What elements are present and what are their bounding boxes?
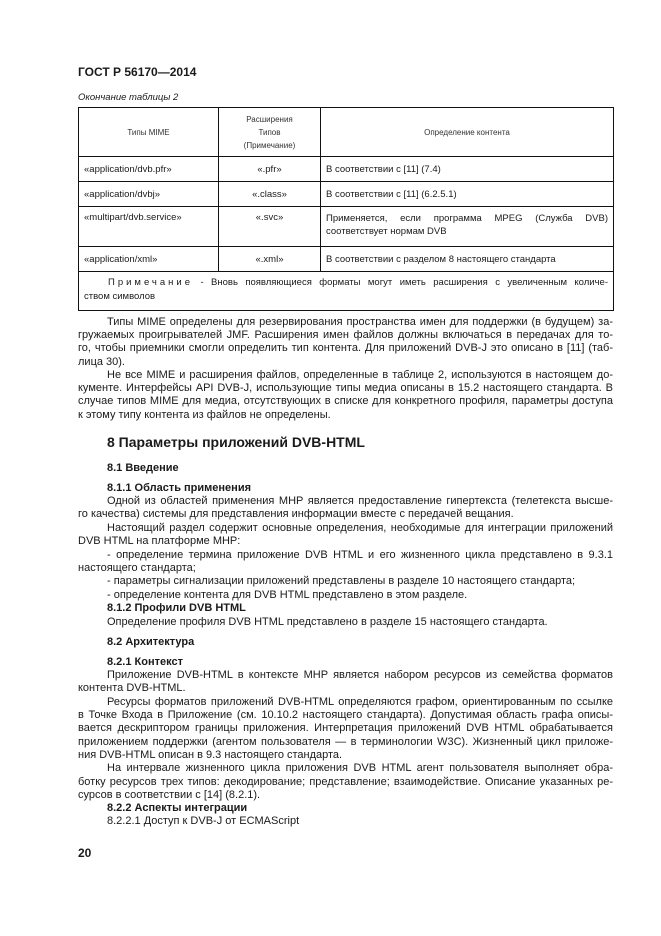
header-mime-types: Типы MIME [79, 108, 219, 157]
document-id: ГОСТ Р 56170—2014 [78, 65, 197, 79]
header-extensions [219, 108, 321, 157]
paragraph-line: - определение контента для DVB HTML представлено в этом разделе. [107, 589, 468, 601]
header-ext-line: (Примечание) [243, 140, 296, 150]
table-header-row [79, 108, 614, 157]
paragraph-line: к этому типу контента из файлов не определены. [78, 409, 331, 421]
extension-cell: «.pfr» [219, 157, 321, 182]
mime-type-cell: «application/dvb.pfr» [79, 157, 219, 182]
definition-cell: Применяется, если программа MPEG (Служба DVB) соответствует нормам DVB [321, 207, 614, 247]
table-row [79, 182, 614, 207]
definition-cell: В соответствии с разделом 8 настоящего стандарта [321, 247, 614, 272]
note-text: - Вновь появляющиеся форматы могут иметь расширения с увеличенным количе- [200, 277, 608, 288]
paragraph-line: случае типов MIME для медиа, отсутствующих в списке для конкретного профиля, параметры доступа [78, 395, 613, 407]
mime-type-cell: «application/dvbj» [79, 182, 219, 207]
paragraph-line: настоящего стандарта; [78, 562, 196, 574]
paragraph-line: ния DVB-HTML описан в 9.3 настоящего стандарта. [78, 749, 343, 761]
table-note [79, 272, 614, 311]
paragraph-line: Ресурсы форматов приложений DVB-HTML определяются графом, ориентированным по ссылке [107, 696, 613, 708]
mime-type-cell: «multipart/dvb.service» [79, 207, 219, 247]
table-row [79, 247, 614, 272]
extension-cell: «.class» [219, 182, 321, 207]
paragraph-line: На интервале жизненного цикла приложения DVB HTML агент пользователя выполняет обра- [107, 762, 613, 774]
paragraph-line: Не все MIME и расширения файлов, определенные в таблице 2, используются в настоящем до- [107, 369, 613, 381]
subsection-heading: 8.2 Архитектура [107, 636, 195, 648]
paragraph-line: контента DVB-HTML. [78, 682, 186, 694]
paragraph-line: Определение профиля DVB HTML представлено в разделе 15 настоящего стандарта. [107, 616, 548, 628]
paragraph-line: сурсов в соответствии с [14] (8.2.1). [78, 789, 261, 801]
paragraph-line: лица 30). [78, 356, 125, 368]
section-heading: 8 Параметры приложений DVB-HTML [107, 434, 365, 450]
table-note-row [79, 272, 614, 311]
paragraph-line: DVB HTML на платформе MHP: [78, 535, 241, 547]
paragraph-line: кументе. Интерфейсы API DVB-J, использующие типы медиа описаны в 15.2 настоящего стандарта. В [78, 382, 613, 394]
paragraph-line: гружаемых проигрывателей JMF. Расширения имен файлов должны включаться в передачах для то- [78, 329, 613, 341]
header-content-definition: Определение контента [321, 108, 614, 157]
paragraph-line: вается дескриптором границы приложения. Интерпретация приложений DVB HTML обрабатывается [78, 722, 613, 734]
paragraph-line: приложением поддержки (агентом пользователя — в терминологии W3C). Жизненный цикл приложе- [78, 736, 613, 748]
paragraph-line: в Точке Входа в Приложение (см. 10.10.2 настоящего стандарта). Допустимая область графа описы- [78, 709, 613, 721]
header-ext-line: Типов [258, 127, 281, 137]
extension-cell: «.svc» [219, 207, 321, 247]
paragraph-line: Настоящий раздел содержит основные определения, необходимые для интеграции приложений [107, 522, 613, 534]
paragraph-line: го качества) системы для представления информации вместе с передачей вещания. [78, 508, 514, 520]
definition-cell: В соответствии с [11] (6.2.5.1) [321, 182, 614, 207]
paragraph-line: 8.2.2.1 Доступ к DVB-J от ECMAScript [107, 815, 300, 827]
paragraph-line: - определение термина приложение DVB HTML и его жизненного цикла представлено в 9.3.1 [107, 549, 613, 561]
note-text-cont: ством символов [84, 291, 156, 302]
subsection-heading: 8.1.2 Профили DVB HTML [107, 602, 246, 614]
table-row [79, 207, 614, 247]
paragraph-line: Приложение DVB-HTML в контексте MHP является набором ресурсов из семейства форматов [107, 669, 613, 681]
paragraph-line: Одной из областей применения MHP является предоставление гипертекста (телетекста высше- [107, 495, 613, 507]
subsection-heading: 8.2.2 Аспекты интеграции [107, 802, 248, 814]
subsection-heading: 8.1.1 Область применения [107, 482, 251, 494]
subsection-heading: 8.2.1 Контекст [107, 656, 183, 668]
paragraph-line: ботку ресурсов трех типов: декодирование; представление; взаимодействие. Описание указанных ре- [78, 776, 613, 788]
note-label: Примечание [108, 277, 193, 288]
paragraph-line: - параметры сигнализации приложений представлены в разделе 10 настоящего стандарта; [107, 575, 576, 587]
paragraph-line: го, чтобы приемники смогли определить тип контента. Для приложений DVB-J это описано в [11] (таб- [78, 342, 613, 354]
table-caption: Окончание таблицы 2 [78, 92, 179, 103]
extension-cell: «.xml» [219, 247, 321, 272]
page-number: 20 [78, 846, 92, 860]
subsection-heading: 8.1 Введение [107, 462, 179, 474]
mime-type-cell: «application/xml» [79, 247, 219, 272]
mime-types-table [78, 107, 614, 311]
definition-cell: В соответствии с [11] (7.4) [321, 157, 614, 182]
header-ext-line: Расширения [246, 114, 293, 124]
table-row [79, 157, 614, 182]
paragraph-line: Типы MIME определены для резервирования пространства имен для поддержки (в будущем) за- [107, 316, 613, 328]
